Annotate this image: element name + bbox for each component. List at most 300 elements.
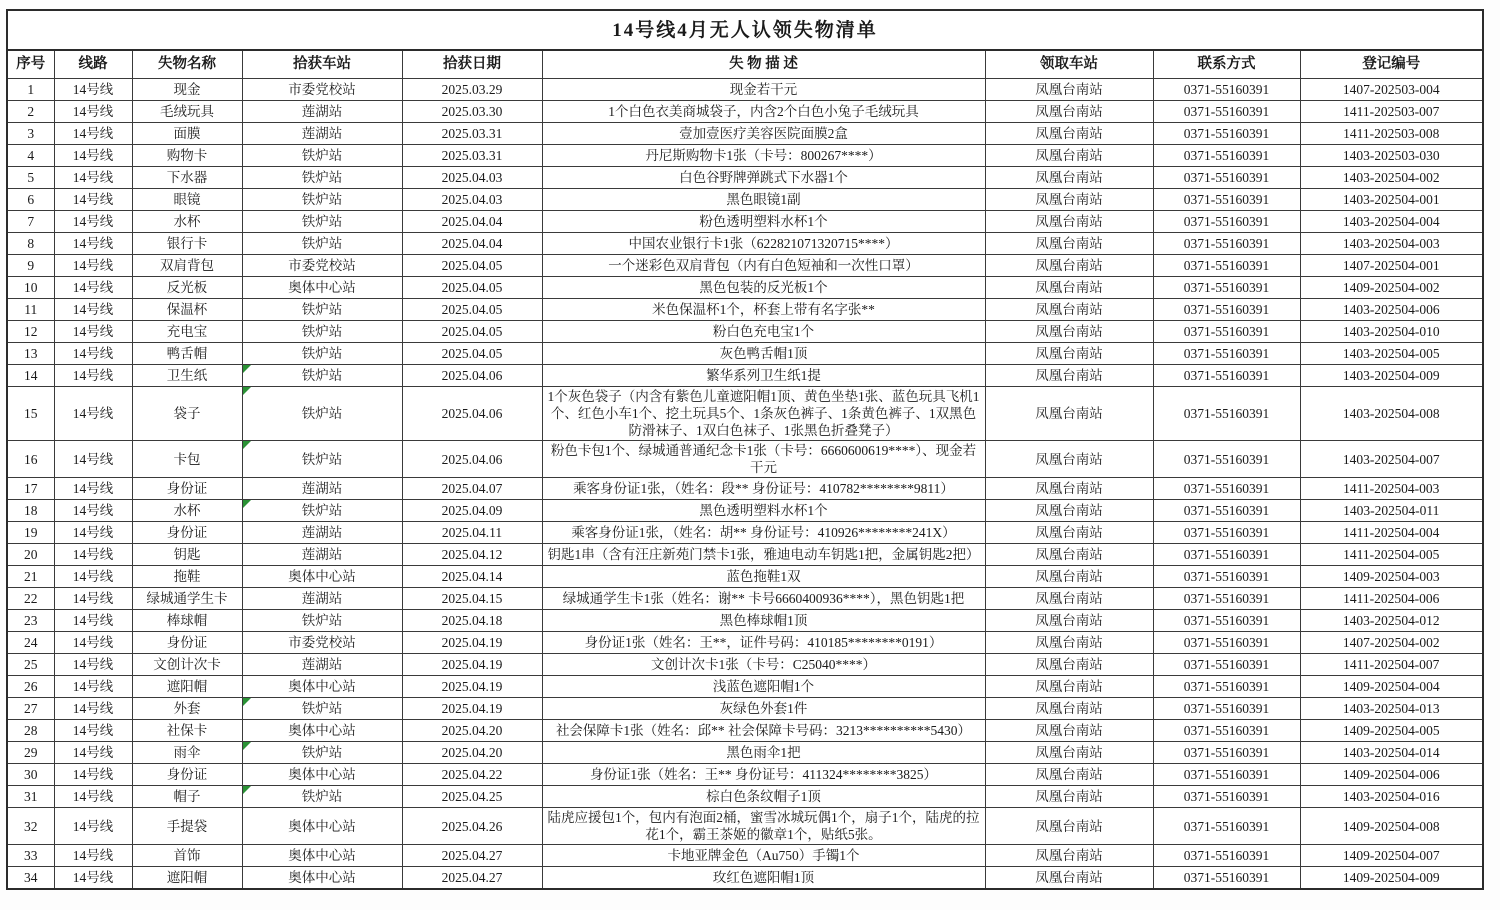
cell-found-station: 莲湖站 [242,544,402,566]
column-header-row [7,50,1483,79]
cell-contact: 0371-55160391 [1153,845,1300,867]
cell-claim-station: 凤凰台南站 [985,101,1153,123]
cell-claim-station: 凤凰台南站 [985,845,1153,867]
cell-item-name: 身份证 [132,478,242,500]
cell-description: 丹尼斯购物卡1张（卡号：800267****） [542,145,985,167]
cell-found-date: 2025.03.29 [402,79,542,101]
cell-item-name: 手提袋 [132,808,242,845]
cell-line: 14号线 [54,299,132,321]
cell-seq: 15 [7,387,54,441]
cell-description: 玫红色遮阳帽1顶 [542,867,985,890]
cell-description: 绿城通学生卡1张（姓名：谢** 卡号6660400936****），黑色钥匙1把 [542,588,985,610]
cell-contact: 0371-55160391 [1153,867,1300,890]
cell-contact: 0371-55160391 [1153,742,1300,764]
cell-item-name: 遮阳帽 [132,867,242,890]
cell-reg-no: 1403-202504-001 [1300,189,1483,211]
cell-claim-station: 凤凰台南站 [985,277,1153,299]
cell-found-station: 奥体中心站 [242,566,402,588]
cell-description: 粉色卡包1个、绿城通普通纪念卡1张（卡号：6660600619****）、现金若干元 [542,441,985,478]
table-row [7,742,1483,764]
cell-claim-station: 凤凰台南站 [985,123,1153,145]
cell-reg-no: 1411-202504-003 [1300,478,1483,500]
cell-found-station: 铁炉站 [242,167,402,189]
cell-description: 乘客身份证1张，（姓名：段** 身份证号：410782********9811） [542,478,985,500]
cell-found-station: 奥体中心站 [242,764,402,786]
table-row [7,277,1483,299]
cell-item-name: 帽子 [132,786,242,808]
cell-contact: 0371-55160391 [1153,211,1300,233]
cell-description: 黑色包装的反光板1个 [542,277,985,299]
cell-contact: 0371-55160391 [1153,588,1300,610]
cell-seq: 31 [7,786,54,808]
cell-item-name: 身份证 [132,764,242,786]
cell-claim-station: 凤凰台南站 [985,145,1153,167]
cell-reg-no: 1403-202504-003 [1300,233,1483,255]
cell-seq: 18 [7,500,54,522]
table-row [7,211,1483,233]
cell-description: 卡地亚牌金色（Au750）手镯1个 [542,845,985,867]
cell-item-name: 遮阳帽 [132,676,242,698]
cell-line: 14号线 [54,101,132,123]
cell-found-date: 2025.04.11 [402,522,542,544]
cell-description: 钥匙1串（含有汪庄新苑门禁卡1张，雅迪电动车钥匙1把，金属钥匙2把） [542,544,985,566]
cell-line: 14号线 [54,233,132,255]
cell-description: 黑色棒球帽1顶 [542,610,985,632]
cell-contact: 0371-55160391 [1153,321,1300,343]
cell-reg-no: 1407-202503-004 [1300,79,1483,101]
cell-reg-no: 1403-202504-005 [1300,343,1483,365]
cell-contact: 0371-55160391 [1153,478,1300,500]
cell-reg-no: 1411-202503-007 [1300,101,1483,123]
cell-reg-no: 1409-202504-009 [1300,867,1483,890]
cell-contact: 0371-55160391 [1153,123,1300,145]
cell-found-date: 2025.04.05 [402,255,542,277]
cell-claim-station: 凤凰台南站 [985,764,1153,786]
page-title: 14号线4月无人认领失物清单 [7,10,1483,50]
cell-seq: 4 [7,145,54,167]
col-header-contact: 联系方式 [1153,50,1300,79]
cell-seq: 23 [7,610,54,632]
cell-line: 14号线 [54,698,132,720]
cell-seq: 7 [7,211,54,233]
cell-line: 14号线 [54,632,132,654]
cell-reg-no: 1409-202504-007 [1300,845,1483,867]
cell-claim-station: 凤凰台南站 [985,522,1153,544]
cell-reg-no: 1407-202504-001 [1300,255,1483,277]
cell-found-station: 铁炉站 [242,321,402,343]
cell-claim-station: 凤凰台南站 [985,255,1153,277]
cell-seq: 26 [7,676,54,698]
cell-description: 黑色眼镜1副 [542,189,985,211]
cell-found-date: 2025.04.14 [402,566,542,588]
cell-found-date: 2025.04.26 [402,808,542,845]
cell-description: 现金若干元 [542,79,985,101]
cell-found-date: 2025.04.05 [402,299,542,321]
cell-claim-station: 凤凰台南站 [985,321,1153,343]
cell-contact: 0371-55160391 [1153,441,1300,478]
col-header-description: 失 物 描 述 [542,50,985,79]
cell-line: 14号线 [54,478,132,500]
cell-seq: 14 [7,365,54,387]
green-triangle-indicator-icon [243,742,251,750]
table-row [7,123,1483,145]
cell-found-date: 2025.04.04 [402,233,542,255]
cell-line: 14号线 [54,321,132,343]
cell-description: 蓝色拖鞋1双 [542,566,985,588]
cell-found-date: 2025.04.03 [402,189,542,211]
cell-reg-no: 1409-202504-003 [1300,566,1483,588]
cell-item-name: 银行卡 [132,233,242,255]
cell-found-date: 2025.03.31 [402,145,542,167]
cell-found-date: 2025.04.05 [402,343,542,365]
cell-reg-no: 1403-202504-013 [1300,698,1483,720]
cell-found-station: 奥体中心站 [242,808,402,845]
cell-line: 14号线 [54,845,132,867]
col-header-item-name: 失物名称 [132,50,242,79]
cell-item-name: 身份证 [132,522,242,544]
col-header-found-date: 拾获日期 [402,50,542,79]
cell-line: 14号线 [54,720,132,742]
cell-reg-no: 1403-202504-008 [1300,387,1483,441]
cell-claim-station: 凤凰台南站 [985,698,1153,720]
cell-line: 14号线 [54,343,132,365]
cell-reg-no: 1403-202504-010 [1300,321,1483,343]
cell-claim-station: 凤凰台南站 [985,211,1153,233]
green-triangle-indicator-icon [243,441,251,449]
cell-line: 14号线 [54,123,132,145]
cell-seq: 32 [7,808,54,845]
cell-line: 14号线 [54,764,132,786]
cell-line: 14号线 [54,610,132,632]
cell-found-date: 2025.04.09 [402,500,542,522]
cell-seq: 27 [7,698,54,720]
cell-contact: 0371-55160391 [1153,610,1300,632]
cell-claim-station: 凤凰台南站 [985,676,1153,698]
cell-item-name: 卡包 [132,441,242,478]
cell-description: 1个灰色袋子（内含有紫色儿童遮阳帽1顶、黄色坐垫1张、蓝色玩具飞机1个、红色小车1个、挖土玩具5个、1条灰色裤子、1条黄色裤子、1双黑色防滑袜子、1双白色袜子、1张黑色折叠凳子） [542,387,985,441]
cell-description: 灰绿色外套1件 [542,698,985,720]
col-header-seq: 序号 [7,50,54,79]
cell-reg-no: 1409-202504-008 [1300,808,1483,845]
cell-claim-station: 凤凰台南站 [985,808,1153,845]
cell-contact: 0371-55160391 [1153,365,1300,387]
cell-description: 浅蓝色遮阳帽1个 [542,676,985,698]
table-row [7,500,1483,522]
cell-found-station: 莲湖站 [242,123,402,145]
cell-claim-station: 凤凰台南站 [985,654,1153,676]
cell-found-station: 莲湖站 [242,101,402,123]
col-header-claim-station: 领取车站 [985,50,1153,79]
cell-line: 14号线 [54,588,132,610]
table-row [7,343,1483,365]
cell-found-station: 奥体中心站 [242,845,402,867]
green-triangle-indicator-icon [243,500,251,508]
cell-seq: 12 [7,321,54,343]
cell-seq: 11 [7,299,54,321]
cell-claim-station: 凤凰台南站 [985,588,1153,610]
table-row [7,145,1483,167]
cell-found-station: 铁炉站 [242,365,402,387]
cell-reg-no: 1409-202504-002 [1300,277,1483,299]
cell-seq: 17 [7,478,54,500]
cell-line: 14号线 [54,167,132,189]
cell-reg-no: 1403-202504-002 [1300,167,1483,189]
cell-found-station: 莲湖站 [242,654,402,676]
cell-reg-no: 1409-202504-005 [1300,720,1483,742]
cell-found-date: 2025.04.19 [402,632,542,654]
cell-line: 14号线 [54,566,132,588]
cell-item-name: 钥匙 [132,544,242,566]
cell-found-station: 铁炉站 [242,189,402,211]
cell-found-date: 2025.04.20 [402,742,542,764]
cell-line: 14号线 [54,786,132,808]
cell-found-station: 铁炉站 [242,786,402,808]
cell-found-date: 2025.04.12 [402,544,542,566]
cell-line: 14号线 [54,867,132,890]
cell-found-date: 2025.04.05 [402,277,542,299]
cell-found-station: 铁炉站 [242,299,402,321]
cell-found-station: 铁炉站 [242,233,402,255]
cell-seq: 20 [7,544,54,566]
cell-found-station: 铁炉站 [242,387,402,441]
cell-line: 14号线 [54,441,132,478]
cell-contact: 0371-55160391 [1153,808,1300,845]
cell-found-station: 莲湖站 [242,522,402,544]
cell-line: 14号线 [54,365,132,387]
cell-contact: 0371-55160391 [1153,343,1300,365]
table-row [7,588,1483,610]
cell-description: 黑色透明塑料水杯1个 [542,500,985,522]
cell-item-name: 拖鞋 [132,566,242,588]
table-row [7,632,1483,654]
cell-found-station: 奥体中心站 [242,277,402,299]
table-row [7,321,1483,343]
cell-claim-station: 凤凰台南站 [985,343,1153,365]
cell-contact: 0371-55160391 [1153,145,1300,167]
green-triangle-indicator-icon [243,698,251,706]
cell-line: 14号线 [54,189,132,211]
cell-reg-no: 1409-202504-006 [1300,764,1483,786]
cell-description: 棕白色条纹帽子1顶 [542,786,985,808]
cell-found-date: 2025.04.06 [402,365,542,387]
cell-found-date: 2025.04.22 [402,764,542,786]
cell-seq: 8 [7,233,54,255]
col-header-found-station: 拾获车站 [242,50,402,79]
cell-contact: 0371-55160391 [1153,101,1300,123]
table-row [7,764,1483,786]
table-row [7,676,1483,698]
cell-found-date: 2025.04.20 [402,720,542,742]
cell-description: 米色保温杯1个，杯套上带有名字张** [542,299,985,321]
table-row [7,698,1483,720]
cell-reg-no: 1403-202504-007 [1300,441,1483,478]
cell-seq: 19 [7,522,54,544]
cell-reg-no: 1411-202504-007 [1300,654,1483,676]
cell-seq: 33 [7,845,54,867]
cell-claim-station: 凤凰台南站 [985,742,1153,764]
cell-item-name: 保温杯 [132,299,242,321]
cell-line: 14号线 [54,500,132,522]
cell-description: 1个白色衣美商城袋子，内含2个白色小兔子毛绒玩具 [542,101,985,123]
cell-seq: 5 [7,167,54,189]
cell-found-date: 2025.04.19 [402,676,542,698]
cell-description: 身份证1张（姓名：王** 身份证号：411324********3825） [542,764,985,786]
cell-seq: 16 [7,441,54,478]
cell-found-date: 2025.04.07 [402,478,542,500]
cell-line: 14号线 [54,808,132,845]
cell-line: 14号线 [54,79,132,101]
table-row [7,441,1483,478]
cell-found-station: 铁炉站 [242,343,402,365]
cell-line: 14号线 [54,145,132,167]
cell-item-name: 身份证 [132,632,242,654]
cell-line: 14号线 [54,277,132,299]
cell-seq: 3 [7,123,54,145]
cell-contact: 0371-55160391 [1153,79,1300,101]
table-row [7,544,1483,566]
cell-description: 社会保障卡1张（姓名：邱** 社会保障卡号码：3213**********5430） [542,720,985,742]
cell-reg-no: 1411-202503-008 [1300,123,1483,145]
cell-found-date: 2025.04.27 [402,867,542,890]
cell-reg-no: 1409-202504-004 [1300,676,1483,698]
cell-found-date: 2025.04.27 [402,845,542,867]
cell-item-name: 水杯 [132,211,242,233]
cell-reg-no: 1411-202504-005 [1300,544,1483,566]
cell-found-date: 2025.04.25 [402,786,542,808]
cell-seq: 25 [7,654,54,676]
green-triangle-indicator-icon [243,786,251,794]
cell-item-name: 棒球帽 [132,610,242,632]
cell-description: 陆虎应援包1个，包内有泡面2桶，蜜雪冰城玩偶1个，扇子1个，陆虎的拉花1个，霸王茶姬的徽章1个，贴纸5张。 [542,808,985,845]
green-triangle-indicator-icon [243,387,251,395]
cell-found-date: 2025.04.06 [402,387,542,441]
cell-description: 文创计次卡1张（卡号：C25040****） [542,654,985,676]
cell-claim-station: 凤凰台南站 [985,387,1153,441]
cell-found-date: 2025.04.04 [402,211,542,233]
cell-item-name: 鸭舌帽 [132,343,242,365]
cell-found-station: 铁炉站 [242,742,402,764]
cell-reg-no: 1407-202504-002 [1300,632,1483,654]
cell-description: 壹加壹医疗美容医院面膜2盒 [542,123,985,145]
col-header-line: 线路 [54,50,132,79]
cell-line: 14号线 [54,255,132,277]
cell-contact: 0371-55160391 [1153,189,1300,211]
cell-item-name: 绿城通学生卡 [132,588,242,610]
cell-seq: 34 [7,867,54,890]
title-row [7,10,1483,50]
cell-found-station: 铁炉站 [242,500,402,522]
cell-contact: 0371-55160391 [1153,764,1300,786]
cell-found-date: 2025.04.18 [402,610,542,632]
cell-item-name: 眼镜 [132,189,242,211]
table-row [7,79,1483,101]
cell-contact: 0371-55160391 [1153,632,1300,654]
cell-found-station: 奥体中心站 [242,720,402,742]
cell-reg-no: 1403-202504-006 [1300,299,1483,321]
cell-line: 14号线 [54,676,132,698]
cell-line: 14号线 [54,522,132,544]
cell-claim-station: 凤凰台南站 [985,79,1153,101]
cell-seq: 9 [7,255,54,277]
cell-claim-station: 凤凰台南站 [985,500,1153,522]
cell-contact: 0371-55160391 [1153,676,1300,698]
cell-contact: 0371-55160391 [1153,233,1300,255]
cell-description: 粉白色充电宝1个 [542,321,985,343]
cell-claim-station: 凤凰台南站 [985,720,1153,742]
cell-contact: 0371-55160391 [1153,698,1300,720]
cell-contact: 0371-55160391 [1153,566,1300,588]
cell-found-date: 2025.04.19 [402,698,542,720]
table-row [7,233,1483,255]
cell-item-name: 双肩背包 [132,255,242,277]
table-row [7,101,1483,123]
cell-seq: 30 [7,764,54,786]
cell-found-date: 2025.04.06 [402,441,542,478]
cell-reg-no: 1403-202504-004 [1300,211,1483,233]
cell-description: 灰色鸭舌帽1顶 [542,343,985,365]
cell-item-name: 反光板 [132,277,242,299]
cell-reg-no: 1403-202504-014 [1300,742,1483,764]
cell-description: 白色谷野牌弹跳式下水器1个 [542,167,985,189]
col-header-reg-no: 登记编号 [1300,50,1483,79]
cell-contact: 0371-55160391 [1153,167,1300,189]
cell-found-date: 2025.04.19 [402,654,542,676]
cell-seq: 6 [7,189,54,211]
cell-seq: 24 [7,632,54,654]
cell-reg-no: 1411-202504-006 [1300,588,1483,610]
cell-description: 乘客身份证1张，（姓名：胡** 身份证号：410926********241X） [542,522,985,544]
cell-found-station: 铁炉站 [242,441,402,478]
cell-found-station: 铁炉站 [242,145,402,167]
cell-description: 繁华系列卫生纸1提 [542,365,985,387]
cell-item-name: 雨伞 [132,742,242,764]
cell-contact: 0371-55160391 [1153,387,1300,441]
cell-item-name: 卫生纸 [132,365,242,387]
cell-line: 14号线 [54,544,132,566]
cell-item-name: 社保卡 [132,720,242,742]
table-row [7,387,1483,441]
cell-found-station: 铁炉站 [242,211,402,233]
table-row [7,189,1483,211]
table-row [7,566,1483,588]
cell-claim-station: 凤凰台南站 [985,566,1153,588]
cell-contact: 0371-55160391 [1153,786,1300,808]
cell-contact: 0371-55160391 [1153,522,1300,544]
cell-seq: 2 [7,101,54,123]
cell-claim-station: 凤凰台南站 [985,441,1153,478]
table-row [7,654,1483,676]
cell-item-name: 购物卡 [132,145,242,167]
table-row [7,610,1483,632]
cell-item-name: 首饰 [132,845,242,867]
cell-line: 14号线 [54,742,132,764]
cell-item-name: 面膜 [132,123,242,145]
cell-claim-station: 凤凰台南站 [985,632,1153,654]
cell-line: 14号线 [54,387,132,441]
table-row [7,845,1483,867]
cell-claim-station: 凤凰台南站 [985,299,1153,321]
cell-seq: 22 [7,588,54,610]
table-row [7,808,1483,845]
cell-claim-station: 凤凰台南站 [985,189,1153,211]
cell-found-date: 2025.03.31 [402,123,542,145]
table-row [7,365,1483,387]
cell-item-name: 水杯 [132,500,242,522]
cell-reg-no: 1411-202504-004 [1300,522,1483,544]
cell-item-name: 外套 [132,698,242,720]
table-row [7,786,1483,808]
cell-found-date: 2025.04.05 [402,321,542,343]
